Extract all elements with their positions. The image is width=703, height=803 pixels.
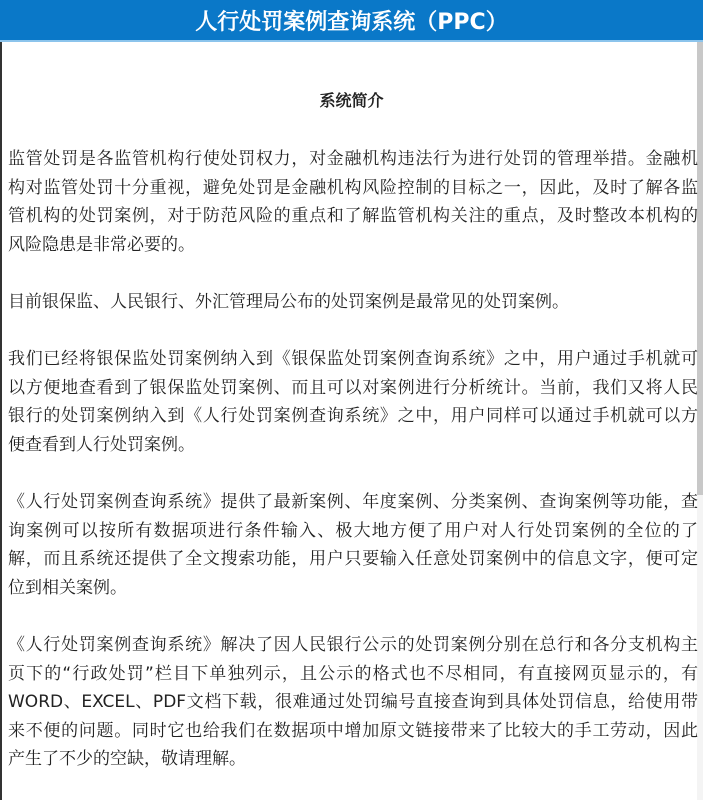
section-title: 系统简介 <box>319 91 384 110</box>
paragraph-line: 便查看到人行处罚案例。 <box>8 434 195 455</box>
paragraph-line: 监管处罚是各监管机构行使处罚权力，对金融机构违法行为进行处罚的管理举措。金融机 <box>8 149 698 169</box>
intro-paragraph <box>8 345 698 459</box>
paragraph-line: 我们已经将银保监处罚案例纳入到《银保监处罚案例查询系统》之中，用户通过手机就可 <box>8 349 698 370</box>
app-header <box>0 0 703 42</box>
window-border <box>0 42 2 800</box>
paragraph-line: 目前银保监、人民银行、外汇管理局公布的处罚案例是最常见的处罚案例。 <box>8 291 569 312</box>
paragraph-line: 解，而且系统还提供了全文搜索功能，用户只要输入任意处罚案例中的信息文字，便可定 <box>8 549 698 570</box>
paragraph-line: 来不便的问题。同时它也给我们在数据项中增加原文链接带来了比较大的手工劳动，因此 <box>8 720 698 741</box>
paragraph-line: 位到相关案例。 <box>8 577 127 598</box>
intro-paragraph <box>8 631 698 774</box>
paragraph-line: WORD、EXCEL、PDF文档下载，很难通过处罚编号直接查询到具体处罚信息，给使用带 <box>8 692 698 713</box>
paragraph-line: 构对监管处罚十分重视，避免处罚是金融机构风险控制的目标之一，因此，及时了解各监 <box>8 177 698 198</box>
paragraph-line: 《人行处罚案例查询系统》提供了最新案例、年度案例、分类案例、查询案例等功能，查 <box>8 492 698 513</box>
paragraph-line: 询案例可以按所有数据项进行条件输入、极大地方便了用户对人行处罚案例的全位的了 <box>8 520 698 541</box>
intro-content <box>8 145 698 803</box>
paragraph-line: 风险隐患是非常必要的。 <box>8 234 195 255</box>
intro-paragraph <box>8 488 698 602</box>
paragraph-line: 产生了不少的空缺，敬请理解。 <box>8 749 246 770</box>
paragraph-line: 银行的处罚案例纳入到《人行处罚案例查询系统》之中，用户同样可以通过手机就可以方 <box>8 406 698 427</box>
paragraph-line: 页下的“行政处罚”栏目下单独列示，且公示的格式也不尽相同，有直接网页显示的，有 <box>8 663 698 684</box>
app-title: 人行处罚案例查询系统（PPC） <box>195 9 508 35</box>
paragraph-line: 以方便地查看到了银保监处罚案例、而且可以对案例进行分析统计。当前，我们又将人民 <box>8 377 698 398</box>
paragraph-line: 管机构的处罚案例，对于防范风险的重点和了解监管机构关注的重点，及时整改本机构的 <box>8 206 698 227</box>
intro-paragraph <box>8 288 698 317</box>
intro-paragraph <box>8 145 698 259</box>
paragraph-line: 《人行处罚案例查询系统》解决了因人民银行公示的处罚案例分别在总行和各分支机构主 <box>8 635 698 656</box>
